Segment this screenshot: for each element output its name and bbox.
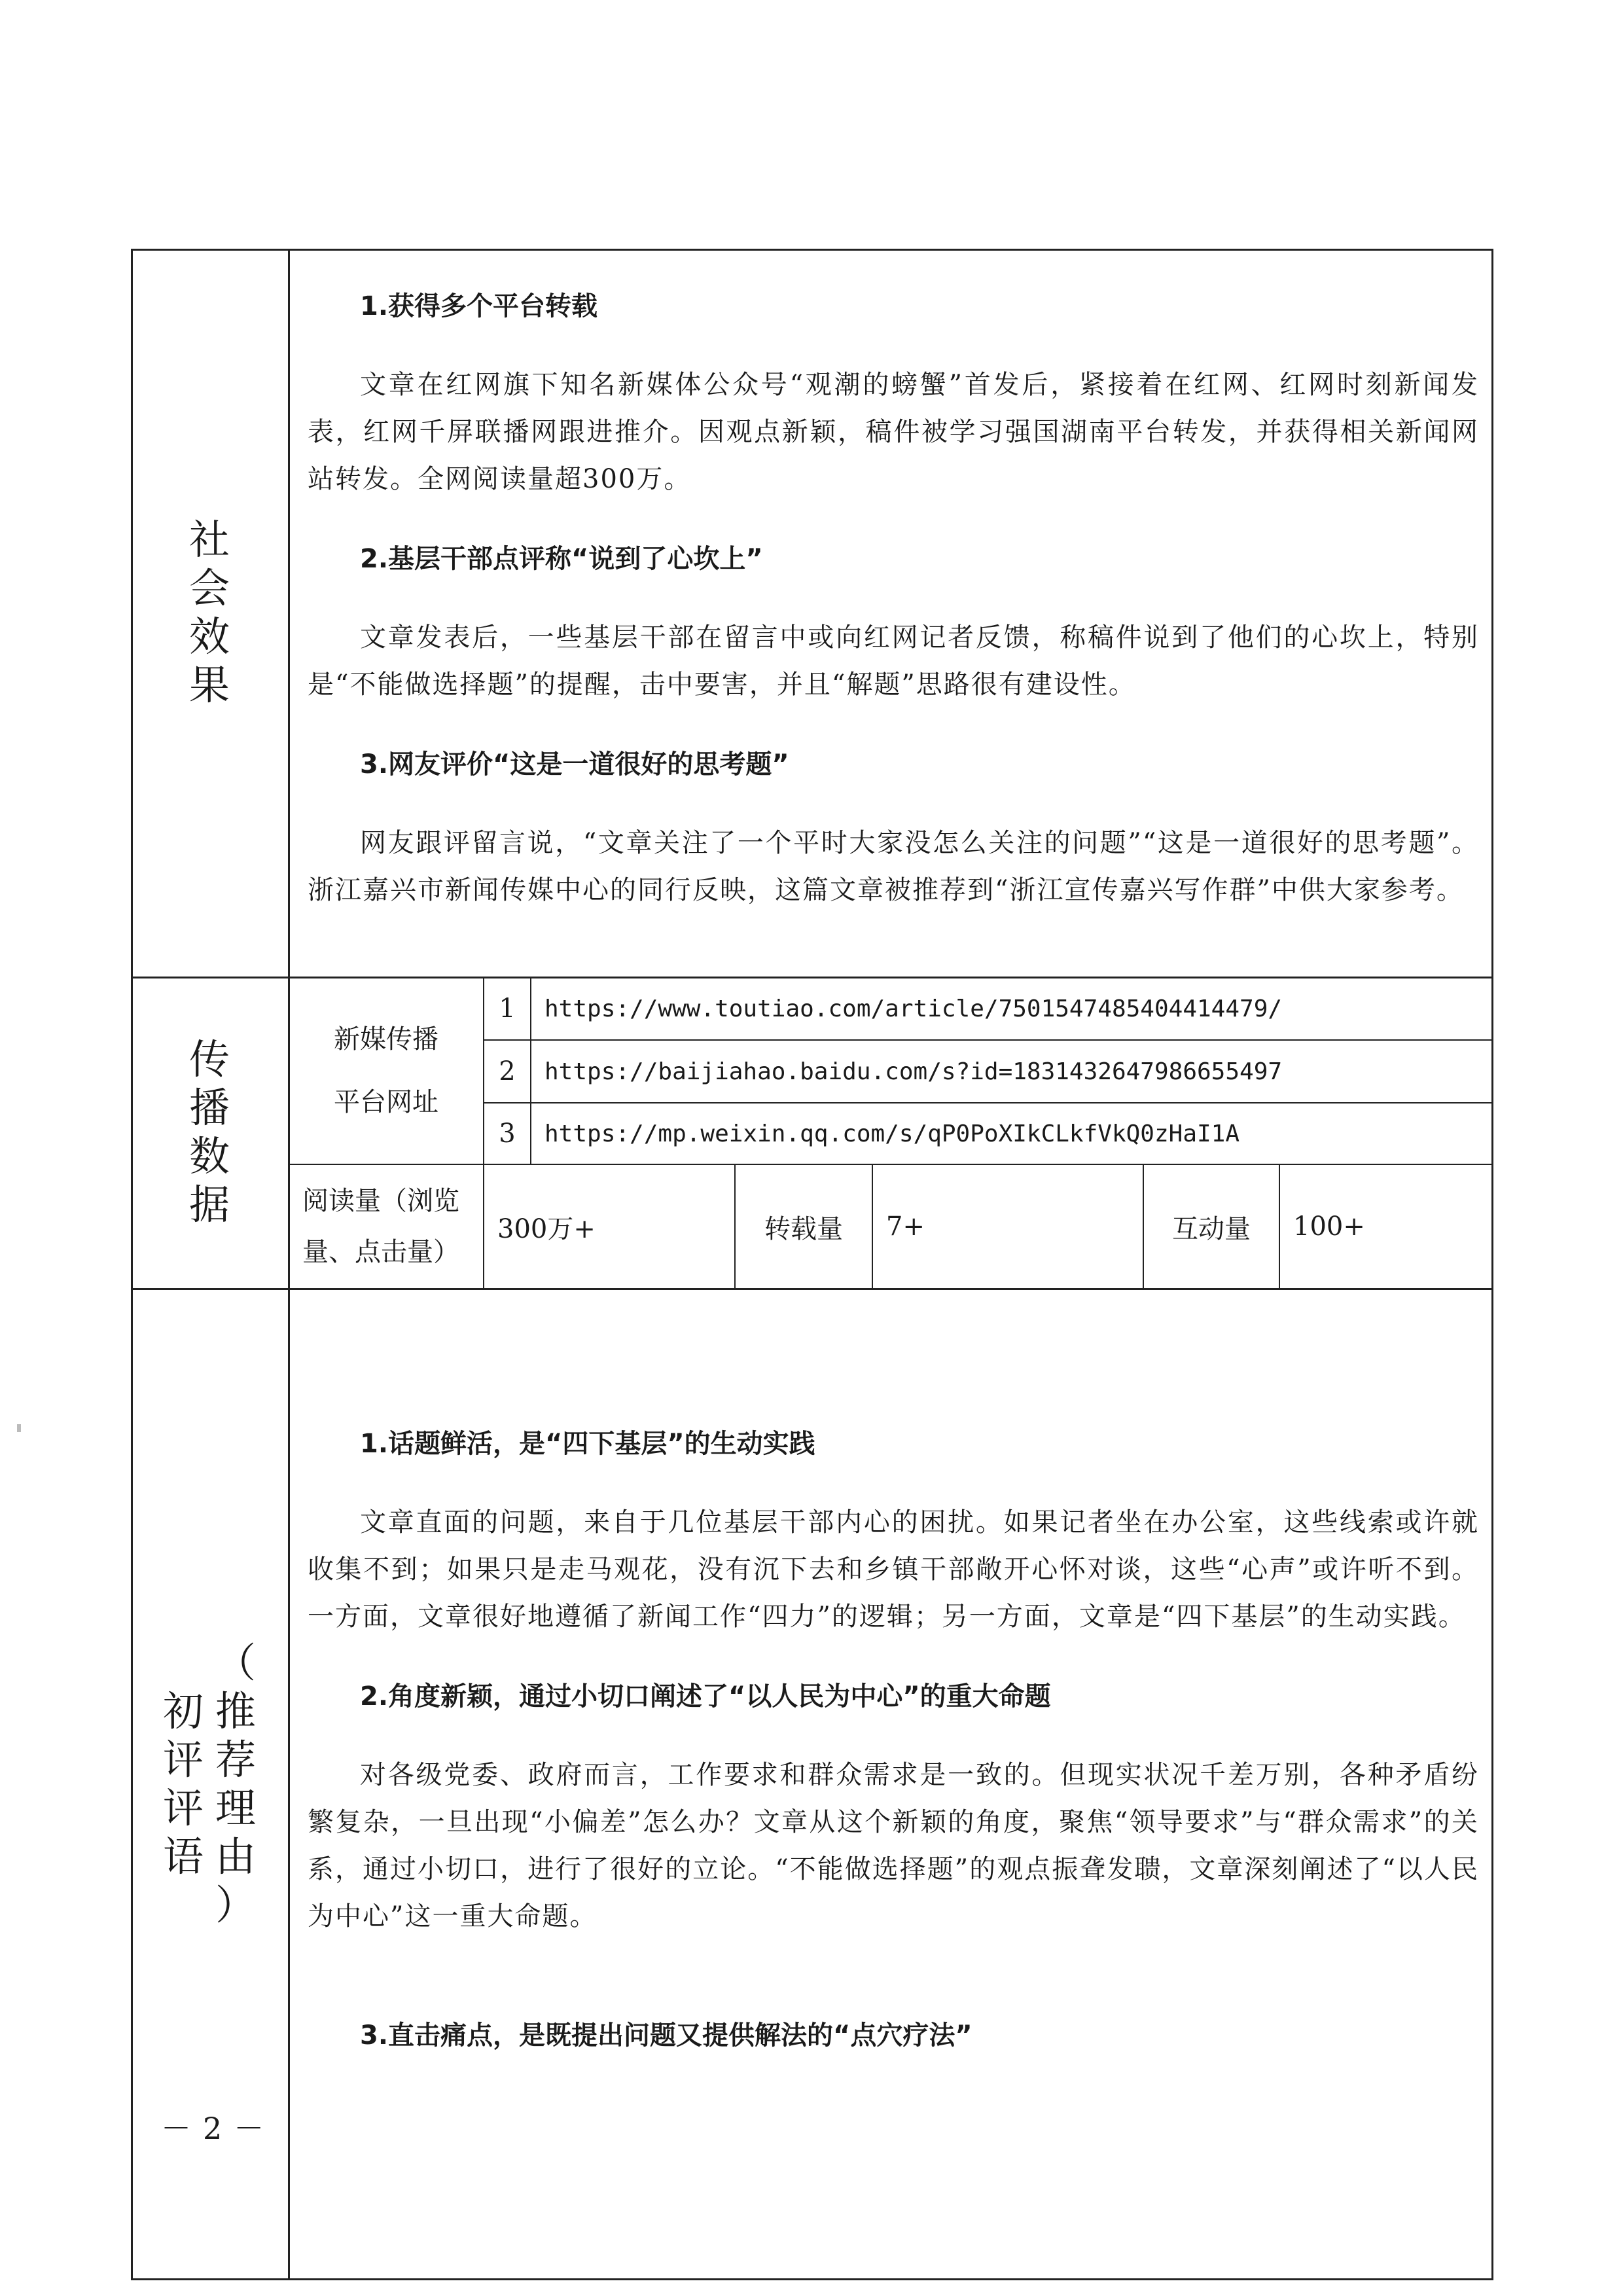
reads-label-line1: 阅读量（浏览 <box>302 1186 459 1216</box>
recommendation-label-paren: （ 推 荐 理 由 ） <box>215 1639 256 1929</box>
label-column-divider <box>288 249 290 2280</box>
social-effect-heading-1: 1.获得多个平台转载 <box>360 291 598 321</box>
url-link-1[interactable]: https://www.toutiao.com/article/7501547485404414479/ <box>544 995 1283 1022</box>
platform-url-label <box>289 978 483 1164</box>
social-effect-content <box>308 283 1479 914</box>
reads-value: 300万+ <box>497 1213 596 1244</box>
grid-v-6 <box>1279 1164 1280 1288</box>
interactions-label: 互动量 <box>1172 1213 1251 1244</box>
reads-label <box>302 1165 483 1288</box>
social-effect-heading-3: 3.网友评价“这是一道很好的思考题” <box>360 749 789 780</box>
recommendation-heading-3: 3.直击痛点，是既提出问题又提供解法的“点穴疗法” <box>360 2020 972 2051</box>
reads-label-line2: 量、点击量） <box>302 1237 459 1267</box>
url-index-3: 3 <box>499 1119 516 1149</box>
page-number: －2－ <box>161 2111 276 2146</box>
url-index-1: 1 <box>499 994 516 1024</box>
reposts-label: 转载量 <box>764 1213 843 1244</box>
recommendation-heading-1: 1.话题鲜活，是“四下基层”的生动实践 <box>360 1429 815 1459</box>
platform-label-line2: 平台网址 <box>334 1087 438 1117</box>
recommendation-paragraph-1: 文章直面的问题，来自于几位基层干部内心的困扰。如果记者坐在办公室，这些线索或许就收集不到；如果只是走马观花，没有沉下去和乡镇干部敞开心怀对谈，这些“心声”或许听不到。一方面，文章很好地遵循了新闻工作“四力”的逻辑；另一方面，文章是“四下基层”的生动实践。 <box>308 1507 1479 1632</box>
interactions-value: 100+ <box>1293 1211 1365 1242</box>
url-link-2[interactable]: https://baijiahao.baidu.com/s?id=1831432647986655497 <box>544 1058 1283 1085</box>
platform-label-line1: 新媒传播 <box>334 1024 438 1054</box>
row-divider-2 <box>131 1288 1493 1290</box>
dissemination-label-cell <box>131 977 288 1288</box>
recommendation-label-main: 初 评 评 语 <box>162 1687 204 1880</box>
reposts-value: 7+ <box>886 1211 925 1242</box>
grid-v-2 <box>530 977 531 1164</box>
social-effect-paragraph-1: 文章在红网旗下知名新媒体公众号“观潮的螃蟹”首发后，紧接着在红网、红网时刻新闻发表，红网千屏联播网跟进推介。因观点新颖，稿件被学习强国湖南平台转发，并获得相关新闻网站转发。全网阅读量超300万。 <box>308 370 1479 494</box>
grid-v-4 <box>872 1164 873 1288</box>
social-effect-label-cell <box>131 249 288 977</box>
url-index-2: 2 <box>499 1056 516 1086</box>
social-effect-paragraph-3: 网友跟评留言说，“文章关注了一个平时大家没怎么关注的问题”“这是一道很好的思考题”。浙江嘉兴市新闻传媒中心的同行反映，这篇文章被推荐到“浙江宣传嘉兴写作群”中供大家参考。 <box>308 828 1479 905</box>
recommendation-paragraph-2: 对各级党委、政府而言，工作要求和群众需求是一致的。但现实状况千差万别，各种矛盾纷繁复杂，一旦出现“小偏差”怎么办？文章从这个新颖的角度，聚焦“领导要求”与“群众需求”的关系，通过小切口，进行了很好的立论。“不能做选择题”的观点振聋发聩，文章深刻阐述了“以人民为中心”这一重大命题。 <box>308 1760 1479 1931</box>
scan-speck <box>17 1424 21 1432</box>
recommendation-content <box>308 1420 1479 2059</box>
social-effect-heading-2: 2.基层干部点评称“说到了心坎上” <box>360 544 763 574</box>
dissemination-label: 传 播 数 据 <box>188 1035 230 1229</box>
social-effect-label: 社 会 效 果 <box>188 516 230 709</box>
recommendation-heading-2: 2.角度新颖，通过小切口阐述了“以人民为中心”的重大命题 <box>360 1681 1051 1712</box>
url-link-3[interactable]: https://mp.weixin.qq.com/s/qP0PoXIkCLkfVkQ0zHaI1A <box>544 1120 1240 1147</box>
social-effect-paragraph-2: 文章发表后，一些基层干部在留言中或向红网记者反馈，称稿件说到了他们的心坎上，特别是“不能做选择题”的提醒，击中要害，并且“解题”思路很有建设性。 <box>308 622 1479 700</box>
